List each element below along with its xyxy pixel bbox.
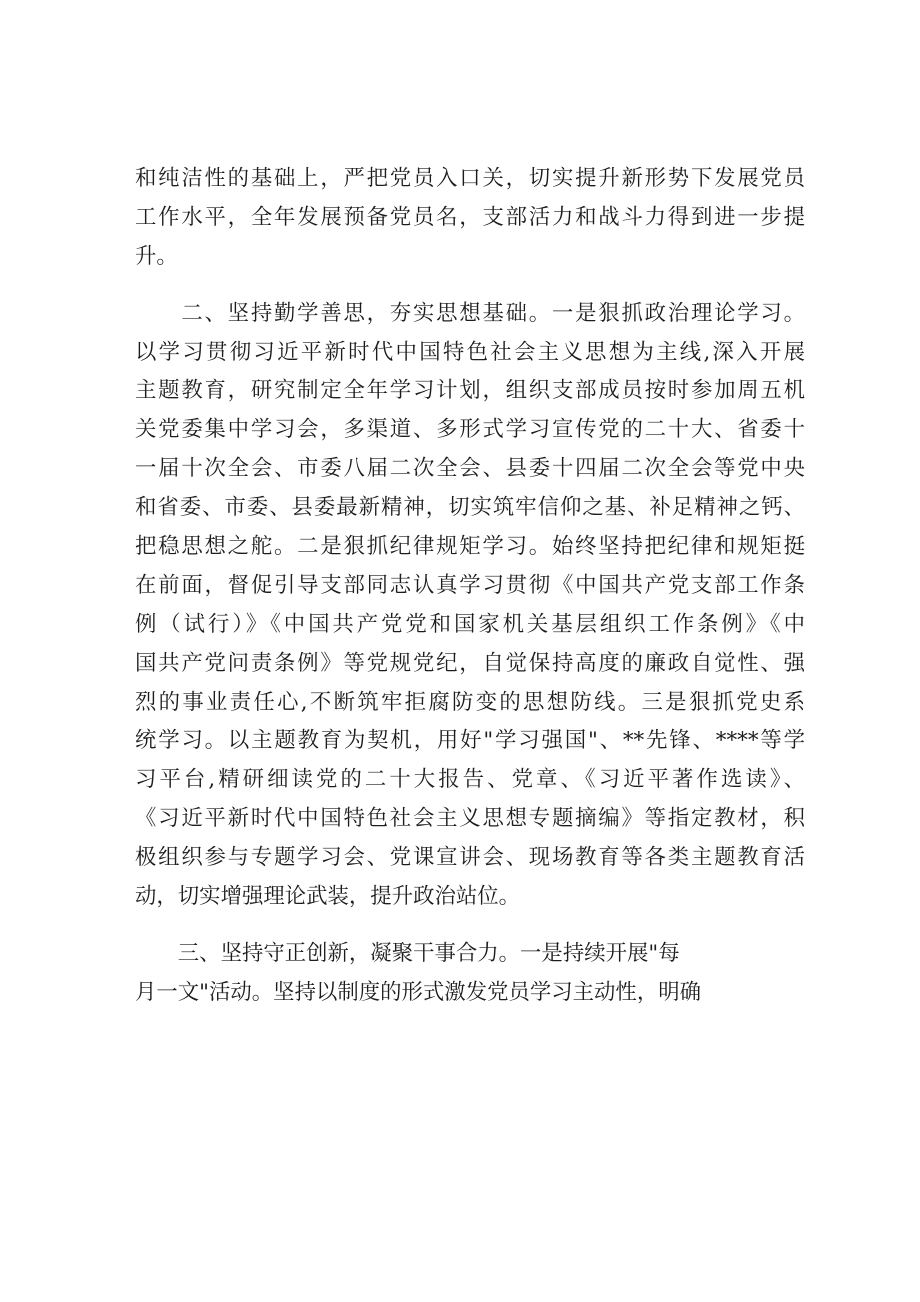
text-line: 极组织参与专题学习会、党课宣讲会、现场教育等各类主题教育活 xyxy=(135,845,805,871)
text-line: 动，切实增强理论武装，提升政治站位。 xyxy=(135,884,521,910)
paragraph-3 xyxy=(135,935,805,1013)
text-line: 工作水平，全年发展预备党员名，支部活力和战斗力得到进一步提 xyxy=(135,204,805,230)
text-line: 习平台,精研细读党的二十大报告、党章、《习近平著作选读》、 xyxy=(135,767,805,793)
paragraph-2 xyxy=(135,295,805,917)
text-line: 烈的事业责任心,不断筑牢拒腐防变的思想防线。三是狠抓党史系 xyxy=(135,689,805,715)
text-line: 《习近平新时代中国特色社会主义思想专题摘编》等指定教材，积 xyxy=(135,806,805,832)
text-line: 把稳思想之舵。二是狠抓纪律规矩学习。始终坚持把纪律和规矩挺 xyxy=(135,534,805,560)
text-line: 例（试行）》《中国共产党党和国家机关基层组织工作条例》《中 xyxy=(135,611,805,637)
text-line: 和省委、市委、县委最新精神，切实筑牢信仰之基、补足精神之钙、 xyxy=(135,495,805,521)
text-line: 统学习。以主题教育为契机，用好"学习强国"、**先锋、****等学 xyxy=(135,728,805,754)
text-line: 在前面，督促引导支部同志认真学习贯彻《中国共产党支部工作条 xyxy=(135,572,805,598)
text-line: 升。 xyxy=(135,243,178,269)
text-line: 三、坚持守正创新，凝聚干事合力。一是持续开展"每 xyxy=(135,940,680,966)
paragraph-1 xyxy=(135,160,805,277)
document-body xyxy=(135,160,805,1013)
text-line: 二、坚持勤学善思，夯实思想基础。一是狠抓政治理论学习。 xyxy=(135,300,805,326)
text-line: 以学习贯彻习近平新时代中国特色社会主义思想为主线,深入开展 xyxy=(135,339,805,365)
text-line: 月一文"活动。坚持以制度的形式激发党员学习主动性，明确 xyxy=(135,979,701,1005)
text-line: 主题教育，研究制定全年学习计划，组织支部成员按时参加周五机 xyxy=(135,378,805,404)
text-line: 国共产党问责条例》等党规党纪，自觉保持高度的廉政自觉性、强 xyxy=(135,650,805,676)
text-line: 一届十次全会、市委八届二次全会、县委十四届二次全会等党中央 xyxy=(135,456,805,482)
text-line: 和纯洁性的基础上，严把党员入口关，切实提升新形势下发展党员 xyxy=(135,166,805,191)
text-line: 关党委集中学习会，多渠道、多形式学习宣传党的二十大、省委十 xyxy=(135,417,805,443)
